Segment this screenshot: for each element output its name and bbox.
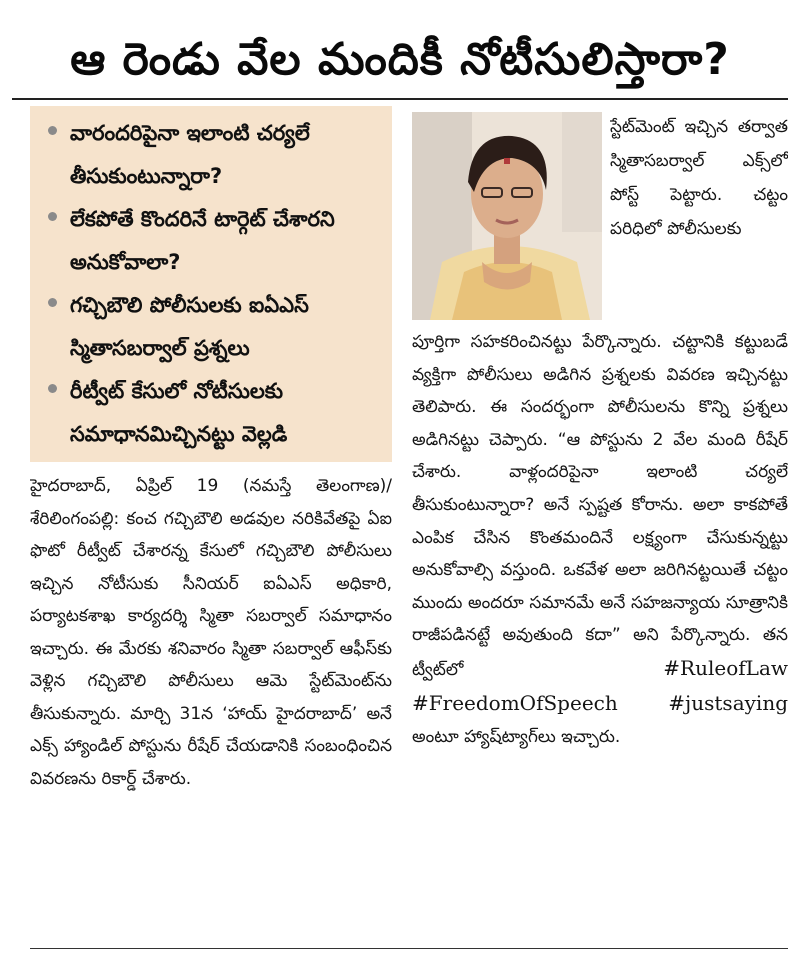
highlight-item: [48, 370, 384, 456]
highlight-text: రీట్వీట్ కేసులో నోటీసులకు సమాధానమిచ్చినట్టు వెల్లడి: [70, 379, 288, 446]
highlight-text: గచ్చిబౌలి పోలీసులకు ఐఏఎస్ స్మితాసబర్వాల్ ప్రశ్నలు: [70, 293, 309, 360]
headline-divider: [12, 98, 788, 100]
headline: ఆ రెండు వేల మందికీ నోటీసులిస్తారా?: [70, 34, 730, 85]
highlight-item: [48, 198, 384, 284]
article-body-right: [412, 326, 788, 846]
body-paragraph-end: అంటూ హ్యాష్‌ట్యాగ్‌లు ఇచ్చారు.: [412, 727, 621, 748]
bottom-divider: [30, 948, 788, 949]
bullet-icon: [48, 384, 57, 393]
bullet-icon: [48, 298, 57, 307]
article-body-left: హైదరాబాద్, ఏప్రిల్ 19 (నమస్తే తెలంగాణ)/శేరిలింగంపల్లి: కంచ గచ్చిబౌలి అడవుల నరికివేతపై ఏఐ ఫొటో రీట్వీట్ చేశారన్న కేసులో గచ్చిబౌలి పోలీసులు ఇచ్చిన నోటీసుకు సీనియర్ ఐఏఎస్ అధికారి, పర్యాటకశాఖ కార్యదర్శి స్మితా సబర్వాల్ సమాధానం ఇచ్చారు. ఈ మేరకు శనివారం స్మితా సబర్వాల్ ఆఫీస్‌కు వెళ్లిన గచ్చిబౌలి పోలీసులు ఆమె స్టేట్‌మెంట్‌ను తీసుకున్నారు. మార్చి 31న ‘హాయ్ హైదరాబాద్’ అనే ఎక్స్ హ్యాండిల్ పోస్టును రీషేర్ చేయడానికి సంబంధించిన వివరణను రికార్డ్ చేశారు.: [30, 476, 392, 789]
highlight-item: [48, 112, 384, 198]
portrait-photo: [412, 112, 602, 320]
portrait-image: [412, 112, 602, 320]
highlight-text: లేకపోతే కొందరినే టార్గెట్ చేశారని అనుకోవాలా?: [70, 207, 335, 274]
highlight-text: వారందరిపైనా ఇలాంటి చర్యలే తీసుకుంటున్నారా?: [70, 121, 310, 188]
highlight-item: [48, 284, 384, 370]
bullet-icon: [48, 212, 57, 221]
hashtags: #RuleofLaw #FreedomOfSpeech #justsaying: [412, 655, 788, 715]
highlights-box: [30, 106, 392, 462]
body-paragraph: పూర్తిగా సహకరించినట్టు పేర్కొన్నారు. చట్టానికి కట్టుబడే వ్యక్తిగా పోలీసులు అడిగిన ప్రశ్నలకు వివరణ ఇచ్చినట్టు తెలిపారు. ఈ సందర్భంగా పోలీసులను కొన్ని ప్రశ్నలు అడిగినట్టు చెప్పారు. “ఆ పోస్టును 2 వేల మంది రీషేర్ చేశారు. వాళ్లందరిపైనా ఇలాంటి చర్యలే తీసుకుంటున్నారా? అనే స్పష్టత కోరాను. అలా కాకపోతే ఎంపిక చేసిన కొంతమందినే లక్ష్యంగా చేసుకున్నట్టు అనుకోవాల్సి వస్తుంది. ఒకవేళ అలా జరిగినట్టయితే చట్టం ముందు అందరూ సమానమే అనే సహజన్యాయ సూత్రానికి రాజీపడినట్టే అవుతుంది కదా” అని పేర్కొన్నారు. తన ట్వీట్‌లో: [412, 332, 788, 680]
bullet-icon: [48, 126, 57, 135]
article-body-right-top: స్టేట్‌మెంట్ ఇచ్చిన తర్వాత స్మితాసబర్వాల్ ఎక్స్‌లో పోస్ట్ పెట్టారు. చట్టం పరిధిలో పోలీసులకు: [610, 117, 788, 239]
